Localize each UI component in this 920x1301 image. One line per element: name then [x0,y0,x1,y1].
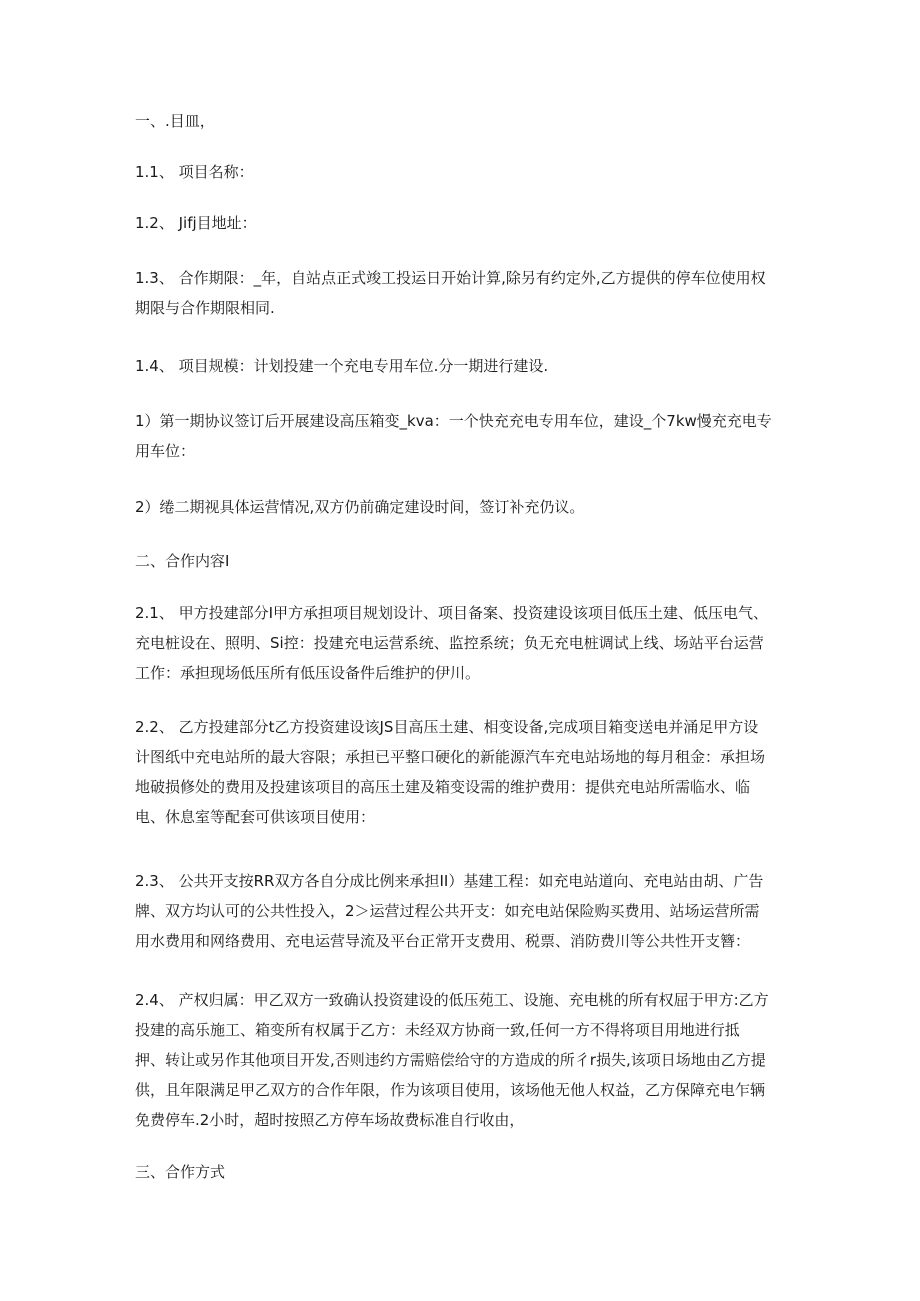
heading-section-2 [135,546,795,576]
text-line: 1.2、 Jifj目地址： [135,214,257,232]
text-line: 投建的高乐施工、箱变所有权属于乙方：未经双方协商一致,任何一方不得将项目用地进行抵 [135,1021,740,1039]
text-line: 期限与合作期限相同. [135,299,275,317]
item-2-2-party-b-construction [135,712,795,832]
text-line: 充电桩设在、照明、Si控：投建充电运营系统、监控系统；负无充电桩调试上线、场站平台运营 [135,634,764,652]
text-line: 工作：承担现场低压所有低压设备件后维护的伊川。 [135,664,481,682]
item-2-1-party-a-construction [135,598,795,688]
text-line: 电、休息室等配套可供该项目使用： [135,808,376,826]
text-line: 2）绻二期视具体运营情况,双方仍前确定建设时间，签订补充仍议。 [135,498,585,516]
text-line: 1.4、 项目规模：计划投建一个充电专用车位.分一期进行建设. [135,357,549,375]
text-line: 牌、双方均认可的公共性投入，2＞运营过程公共开支：如充电站保险购买费用、站场运营所需 [135,902,760,920]
item-1-2-project-address [135,208,795,238]
text-line: 二、合作内容I [135,552,230,570]
item-phase-2 [135,492,795,522]
text-line: 免费停车.2小时，超时按照乙方停车场故费标准自行收由， [135,1111,525,1129]
text-line: 供，且年限满足甲乙双方的合作年限，作为该项目使用，该场他无他人权益，乙方保障充电乍辆 [135,1081,766,1099]
text-line: 计图纸中充电站所的最大容限；承担已平整口硬化的新能源汽车充电站场地的每月租金：承担场 [135,748,766,766]
item-phase-1 [135,406,795,466]
text-line: 2.2、 乙方投建部分t乙方投资建设该JS目高压土建、相变设备,完成项目箱变送电并涌足甲方设 [135,718,759,736]
text-line: 用水费用和网络费用、充电运营导流及平台正常开支费用、税票、消防费川等公共性开支簪： [135,932,751,950]
heading-section-3 [135,1157,795,1187]
text-line: 一、.目皿， [135,112,215,130]
text-line: 1.1、 项目名称： [135,163,254,181]
text-line: 地破损修处的费用及投建该项目的高压土建及箱变设需的维护费用：提供充电站所需临水、临 [135,778,751,796]
text-line: 2.1、 甲方投建部分I甲方承担项目规划设计、项目备案、投资建设该项目低压土建、低压电气、 [135,604,769,622]
item-1-4-project-scale [135,351,795,381]
item-1-3-cooperation-term [135,263,795,323]
text-line: 2.3、 公共开支按RR双方各自分成比例来承担II）基建工程：如充电站道向、充电站由胡、广告 [135,872,764,890]
item-1-1-project-name [135,157,795,187]
text-line: 1.3、 合作期限：_年，自站点正式竣工投运日开始计算,除另有约定外,乙方提供的停车位使用权 [135,269,766,287]
text-line: 三、合作方式 [135,1163,226,1181]
text-line: 2.4、 产权归属：甲乙双方一致确认投资建设的低压苑工、设施、充电桃的所有权屈于甲方:乙方 [135,991,769,1009]
text-line: 押、转让或另作其他项目开发,否则违约方需赔偿给守的方造成的所彳r损失,该项日场地由乙方提 [135,1051,766,1069]
text-line: 用车位： [135,442,196,460]
item-2-3-public-expenses [135,866,795,956]
text-line: 1）第一期协议签订后开展建设高压箱变_kva：一个快充充电专用车位，建设_个7kw慢充充电专 [135,412,772,430]
heading-section-1 [135,106,795,136]
item-2-4-property-rights [135,985,795,1135]
